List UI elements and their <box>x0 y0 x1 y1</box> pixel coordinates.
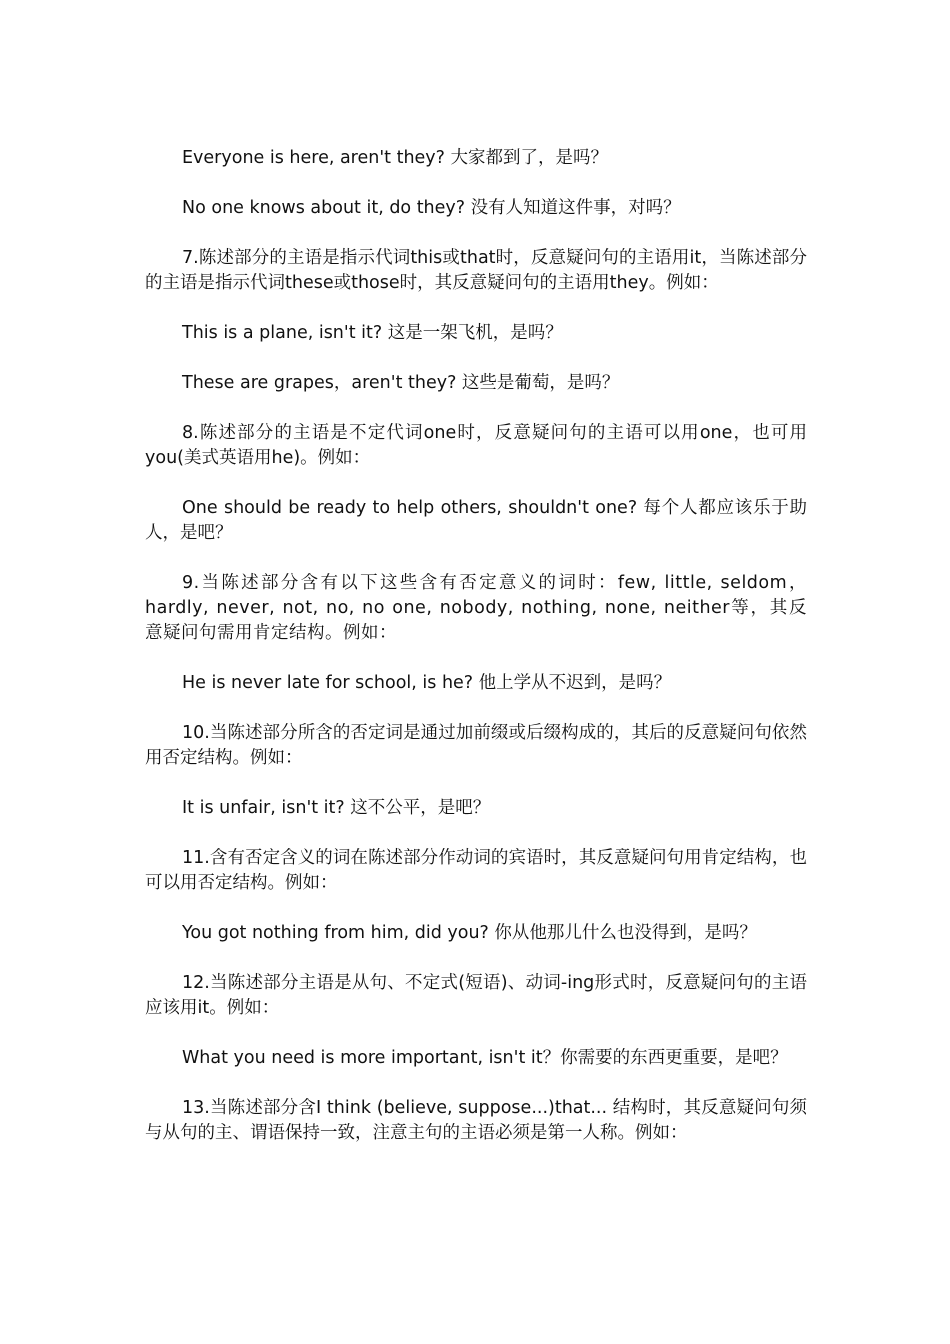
document-body <box>145 146 807 1171</box>
grammar-rule-13: 13.当陈述部分含I think (believe, suppose...)that... 结构时，其反意疑问句须与从句的主、谓语保持一致，注意主句的主语必须是第一人称。例如： <box>145 1098 807 1143</box>
example-sentence: These are grapes，aren't they? 这些是葡萄，是吗？ <box>182 373 620 393</box>
example-sentence: This is a plane, isn't it? 这是一架飞机，是吗？ <box>182 323 563 343</box>
grammar-rule-7: 7.陈述部分的主语是指示代词this或that时，反意疑问句的主语用it，当陈述部分的主语是指示代词these或those时，其反意疑问句的主语用they。例如： <box>145 248 807 293</box>
grammar-rule-9: 9.当陈述部分含有以下这些含有否定意义的词时：few, little, seldom， hardly, never, not, no, no one, nobody, nothing, none, neither等，其反意疑问句需用肯定结构。例如： <box>145 573 807 643</box>
example-sentence: You got nothing from him, did you? 你从他那儿什么也没得到，是吗？ <box>182 923 757 943</box>
example-sentence: No one knows about it, do they? 没有人知道这件事，对吗？ <box>182 198 681 218</box>
example-sentence: One should be ready to help others, shouldn't one? 每个人都应该乐于助人，是吧？ <box>145 498 807 543</box>
grammar-rule-10: 10.当陈述部分所含的否定词是通过加前缀或后缀构成的，其后的反意疑问句依然用否定结构。例如： <box>145 723 807 768</box>
example-sentence: He is never late for school, is he? 他上学从不迟到，是吗？ <box>182 673 672 693</box>
example-sentence: Everyone is here, aren't they? 大家都到了，是吗？ <box>182 148 609 168</box>
example-sentence: It is unfair, isn't it? 这不公平，是吧？ <box>182 798 491 818</box>
grammar-rule-12: 12.当陈述部分主语是从句、不定式(短语)、动词-ing形式时，反意疑问句的主语应该用it。例如： <box>145 973 807 1018</box>
grammar-rule-11: 11.含有否定含义的词在陈述部分作动词的宾语时，其反意疑问句用肯定结构，也可以用否定结构。例如： <box>145 848 807 893</box>
example-sentence: What you need is more important, isn't it？你需要的东西更重要，是吧？ <box>182 1048 788 1068</box>
grammar-rule-8: 8.陈述部分的主语是不定代词one时，反意疑问句的主语可以用one，也可用you(美式英语用he)。例如： <box>145 423 807 468</box>
